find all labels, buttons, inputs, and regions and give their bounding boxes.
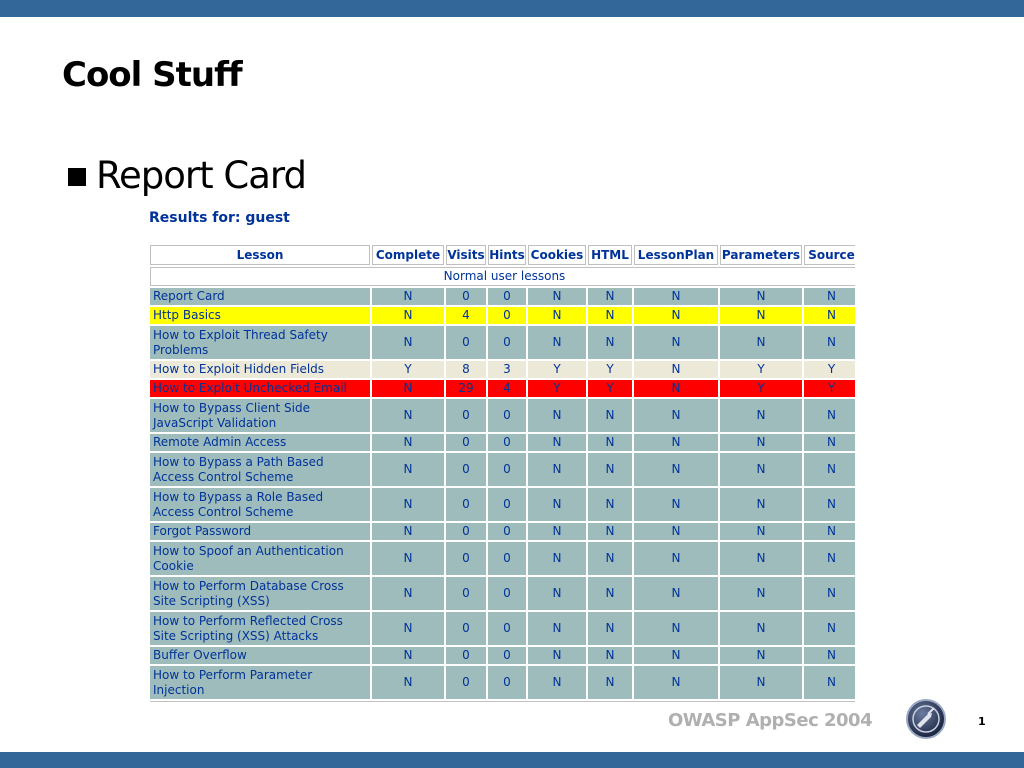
lessonplan-cell: N (634, 380, 718, 397)
lessonplan-cell: N (634, 434, 718, 451)
lessonplan-cell: N (634, 399, 718, 432)
parameters-cell: N (720, 523, 802, 540)
visits-cell: 29 (446, 380, 486, 397)
table-row (150, 612, 855, 645)
source-cell: N (804, 577, 855, 610)
cookies-cell: N (528, 453, 586, 486)
hints-cell: 0 (488, 326, 526, 359)
table-row (150, 399, 855, 432)
html-cell: N (588, 612, 632, 645)
hints-cell: 0 (488, 523, 526, 540)
source-cell: N (804, 399, 855, 432)
complete-cell: Y (372, 361, 444, 378)
lesson-cell: Report Card (150, 288, 370, 305)
html-cell: N (588, 453, 632, 486)
cookies-cell: N (528, 307, 586, 324)
cookies-cell: N (528, 399, 586, 432)
footer-conference-name: OWASP AppSec 2004 (668, 710, 873, 731)
lessonplan-cell: N (634, 542, 718, 575)
html-cell: N (588, 307, 632, 324)
lessonplan-cell: N (634, 288, 718, 305)
source-cell: N (804, 488, 855, 521)
complete-cell: N (372, 577, 444, 610)
hints-cell: 0 (488, 453, 526, 486)
complete-cell: N (372, 488, 444, 521)
lessonplan-cell: N (634, 488, 718, 521)
lesson-cell: Remote Admin Access (150, 434, 370, 451)
lesson-cell: How to Exploit Thread Safety Problems (150, 326, 370, 359)
col-header-html: HTML (588, 245, 632, 265)
hints-cell: 0 (488, 577, 526, 610)
html-cell: N (588, 577, 632, 610)
complete-cell: N (372, 399, 444, 432)
html-cell: Y (588, 380, 632, 397)
hints-cell: 3 (488, 361, 526, 378)
source-cell: N (804, 326, 855, 359)
table-row (150, 434, 855, 451)
parameters-cell: N (720, 453, 802, 486)
results-heading: Results for: guest (149, 210, 290, 226)
complete-cell: N (372, 288, 444, 305)
html-cell: N (588, 288, 632, 305)
html-cell: N (588, 542, 632, 575)
lessonplan-cell: N (634, 361, 718, 378)
parameters-cell: N (720, 577, 802, 610)
lesson-cell: How to Perform Reflected Cross Site Scripting (XSS) Attacks (150, 612, 370, 645)
complete-cell: N (372, 647, 444, 664)
lessonplan-cell: N (634, 666, 718, 699)
html-cell: N (588, 434, 632, 451)
html-cell: Y (588, 361, 632, 378)
visits-cell: 0 (446, 577, 486, 610)
table-row (150, 361, 855, 378)
lesson-cell: How to Exploit Unchecked Email (150, 380, 370, 397)
complete-cell: N (372, 542, 444, 575)
lessonplan-cell: N (634, 523, 718, 540)
lessonplan-cell: N (634, 453, 718, 486)
complete-cell: N (372, 326, 444, 359)
bottom-band (0, 752, 1024, 768)
lesson-cell: Forgot Password (150, 523, 370, 540)
hints-cell: 0 (488, 488, 526, 521)
visits-cell: 0 (446, 488, 486, 521)
col-header-parameters: Parameters (720, 245, 802, 265)
complete-cell: N (372, 434, 444, 451)
source-cell: Y (804, 361, 855, 378)
cookies-cell: Y (528, 380, 586, 397)
section-label: Normal user lessons (150, 267, 855, 286)
parameters-cell: N (720, 542, 802, 575)
cookies-cell: N (528, 523, 586, 540)
header-row (150, 245, 855, 265)
html-cell: N (588, 399, 632, 432)
table-row (150, 326, 855, 359)
parameters-cell: N (720, 307, 802, 324)
source-cell: N (804, 453, 855, 486)
cookies-cell: N (528, 647, 586, 664)
source-cell: N (804, 434, 855, 451)
html-cell: N (588, 523, 632, 540)
top-band (0, 0, 1024, 17)
visits-cell: 0 (446, 542, 486, 575)
html-cell: N (588, 488, 632, 521)
complete-cell: N (372, 523, 444, 540)
lessonplan-cell: N (634, 612, 718, 645)
visits-cell: 0 (446, 612, 486, 645)
source-cell: N (804, 542, 855, 575)
section-row (150, 267, 855, 286)
cookies-cell: N (528, 666, 586, 699)
owasp-logo-icon (906, 699, 946, 739)
table-row (150, 542, 855, 575)
col-header-source: Source (804, 245, 855, 265)
parameters-cell: N (720, 612, 802, 645)
table-row (150, 307, 855, 324)
col-header-cookies: Cookies (528, 245, 586, 265)
parameters-cell: N (720, 647, 802, 664)
page-number: 1 (978, 715, 986, 728)
complete-cell: N (372, 612, 444, 645)
lesson-cell: How to Bypass a Path Based Access Control Scheme (150, 453, 370, 486)
lessonplan-cell: N (634, 307, 718, 324)
cookies-cell: N (528, 488, 586, 521)
visits-cell: 8 (446, 361, 486, 378)
col-header-hints: Hints (488, 245, 526, 265)
lesson-cell: How to Bypass a Role Based Access Control Scheme (150, 488, 370, 521)
lesson-cell: How to Exploit Hidden Fields (150, 361, 370, 378)
visits-cell: 0 (446, 434, 486, 451)
hints-cell: 0 (488, 288, 526, 305)
lessonplan-cell: N (634, 326, 718, 359)
report-card-table-viewport (150, 245, 855, 710)
complete-cell: N (372, 380, 444, 397)
lesson-cell: Http Basics (150, 307, 370, 324)
hints-cell: 0 (488, 666, 526, 699)
source-cell: N (804, 288, 855, 305)
lesson-cell: How to Perform Parameter Injection (150, 666, 370, 699)
table-row (150, 666, 855, 699)
hints-cell: 0 (488, 542, 526, 575)
visits-cell: 4 (446, 307, 486, 324)
cookies-cell: Y (528, 361, 586, 378)
table-row (150, 288, 855, 305)
source-cell: N (804, 647, 855, 664)
hints-cell: 0 (488, 399, 526, 432)
lesson-cell: How to Perform Database Cross Site Scripting (XSS) (150, 577, 370, 610)
cookies-cell: N (528, 542, 586, 575)
visits-cell: 0 (446, 523, 486, 540)
bullet-item (68, 154, 306, 197)
hints-cell: 0 (488, 612, 526, 645)
visits-cell: 0 (446, 288, 486, 305)
table-row (150, 577, 855, 610)
complete-cell: N (372, 453, 444, 486)
hints-cell: 0 (488, 647, 526, 664)
cookies-cell: N (528, 326, 586, 359)
cookies-cell: N (528, 434, 586, 451)
parameters-cell: N (720, 666, 802, 699)
lessonplan-cell: N (634, 647, 718, 664)
hints-cell: 4 (488, 380, 526, 397)
col-header-lessonplan: LessonPlan (634, 245, 718, 265)
table-row (150, 380, 855, 397)
visits-cell: 0 (446, 399, 486, 432)
source-cell: Y (804, 380, 855, 397)
html-cell: N (588, 666, 632, 699)
bullet-text: Report Card (96, 154, 306, 197)
table-row (150, 488, 855, 521)
hints-cell: 0 (488, 434, 526, 451)
parameters-cell: Y (720, 380, 802, 397)
hints-cell: 0 (488, 307, 526, 324)
col-header-visits: Visits (446, 245, 486, 265)
col-header-complete: Complete (372, 245, 444, 265)
lessonplan-cell: N (634, 577, 718, 610)
html-cell: N (588, 647, 632, 664)
table-row (150, 647, 855, 664)
parameters-cell: N (720, 488, 802, 521)
table-row (150, 453, 855, 486)
complete-cell: N (372, 307, 444, 324)
cookies-cell: N (528, 577, 586, 610)
cookies-cell: N (528, 612, 586, 645)
table-row (150, 523, 855, 540)
col-header-lesson: Lesson (150, 245, 370, 265)
source-cell: N (804, 307, 855, 324)
lesson-cell: Buffer Overflow (150, 647, 370, 664)
parameters-cell: N (720, 399, 802, 432)
html-cell: N (588, 326, 632, 359)
lesson-cell: How to Spoof an Authentication Cookie (150, 542, 370, 575)
lesson-cell: How to Bypass Client Side JavaScript Validation (150, 399, 370, 432)
complete-cell: N (372, 666, 444, 699)
report-card-table (150, 245, 855, 701)
visits-cell: 0 (446, 453, 486, 486)
source-cell: N (804, 666, 855, 699)
square-bullet-icon (68, 168, 86, 186)
visits-cell: 0 (446, 326, 486, 359)
visits-cell: 0 (446, 647, 486, 664)
parameters-cell: N (720, 288, 802, 305)
parameters-cell: N (720, 326, 802, 359)
cookies-cell: N (528, 288, 586, 305)
visits-cell: 0 (446, 666, 486, 699)
source-cell: N (804, 523, 855, 540)
parameters-cell: Y (720, 361, 802, 378)
source-cell: N (804, 612, 855, 645)
parameters-cell: N (720, 434, 802, 451)
slide-title: Cool Stuff (62, 55, 242, 95)
